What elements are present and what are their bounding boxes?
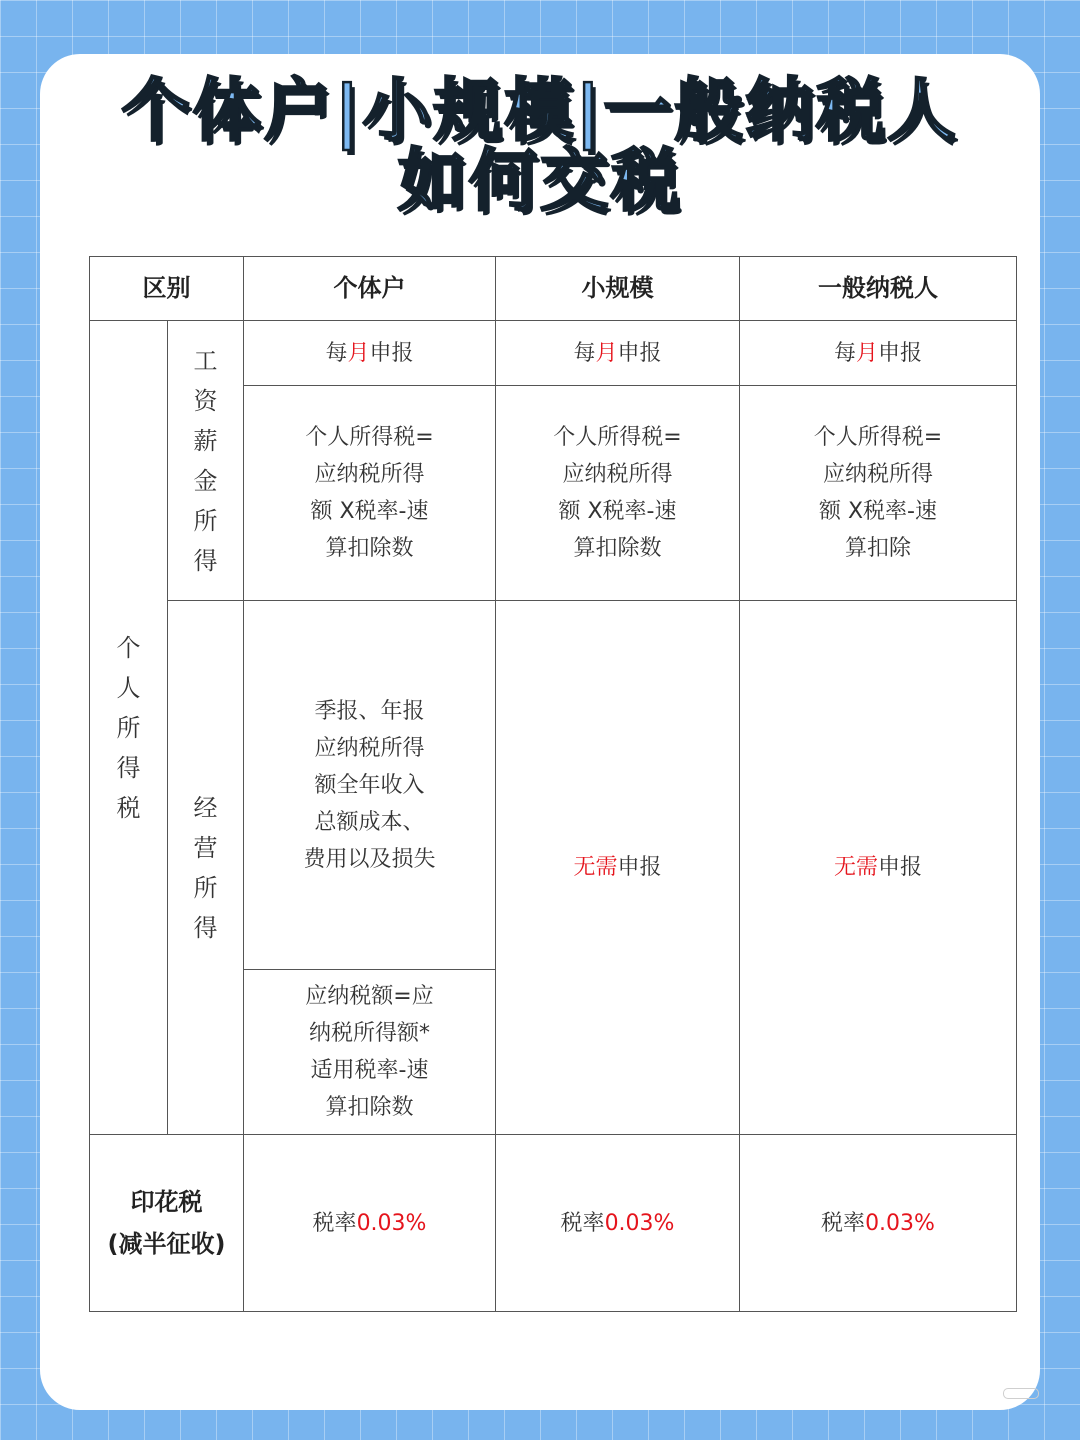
header-general-taxpayer: 一般纳税人 (740, 257, 1017, 321)
wage-monthly-general: 每月申报 (740, 321, 1017, 386)
wage-monthly-small-scale: 每月申报 (496, 321, 740, 386)
stamp-rate-individual: 税率0.03% (244, 1135, 496, 1312)
business-desc-individual: 季报、年报 应纳税所得 额全年收入 总额成本、 费用以及损失 (244, 601, 496, 970)
personal-income-tax-text: 个 人 所 得 税 (116, 633, 141, 822)
business-formula-individual: 应纳税额=应 纳税所得额* 适用税率-速 算扣除数 (244, 970, 496, 1135)
wage-formula-individual: 个人所得税= 应纳税所得 额 X税率-速 算扣除数 (244, 386, 496, 601)
home-indicator (1003, 1388, 1039, 1399)
stamp-rate-small-scale: 税率0.03% (496, 1135, 740, 1312)
business-income-label (168, 601, 244, 1135)
business-desc-row (90, 601, 1017, 970)
tax-comparison-table (89, 256, 1017, 1312)
stamp-tax-label: 印花税 (减半征收) (90, 1135, 244, 1312)
wage-income-label (168, 321, 244, 601)
wage-formula-general: 个人所得税= 应纳税所得 额 X税率-速 算扣除 (740, 386, 1017, 601)
page-title-line1: 个体户|小规模|一般纳税人 (121, 72, 959, 151)
header-category: 区别 (90, 257, 244, 321)
stamp-tax-row (90, 1135, 1017, 1312)
wage-income-text: 工 资 薪 金 所 得 (193, 346, 218, 575)
wage-monthly-individual: 每月申报 (244, 321, 496, 386)
business-small-scale-no-need: 无需申报 (496, 601, 740, 1135)
wage-monthly-row (90, 321, 1017, 386)
stamp-rate-general: 税率0.03% (740, 1135, 1017, 1312)
header-small-scale: 小规模 (496, 257, 740, 321)
header-individual: 个体户 (244, 257, 496, 321)
header-row (90, 257, 1017, 321)
wage-formula-small-scale: 个人所得税= 应纳税所得 额 X税率-速 算扣除数 (496, 386, 740, 601)
page-title-line2: 如何交税 (397, 142, 682, 221)
business-income-text: 经 营 所 得 (193, 793, 218, 942)
business-general-no-need: 无需申报 (740, 601, 1017, 1135)
personal-income-tax-label (90, 321, 168, 1135)
